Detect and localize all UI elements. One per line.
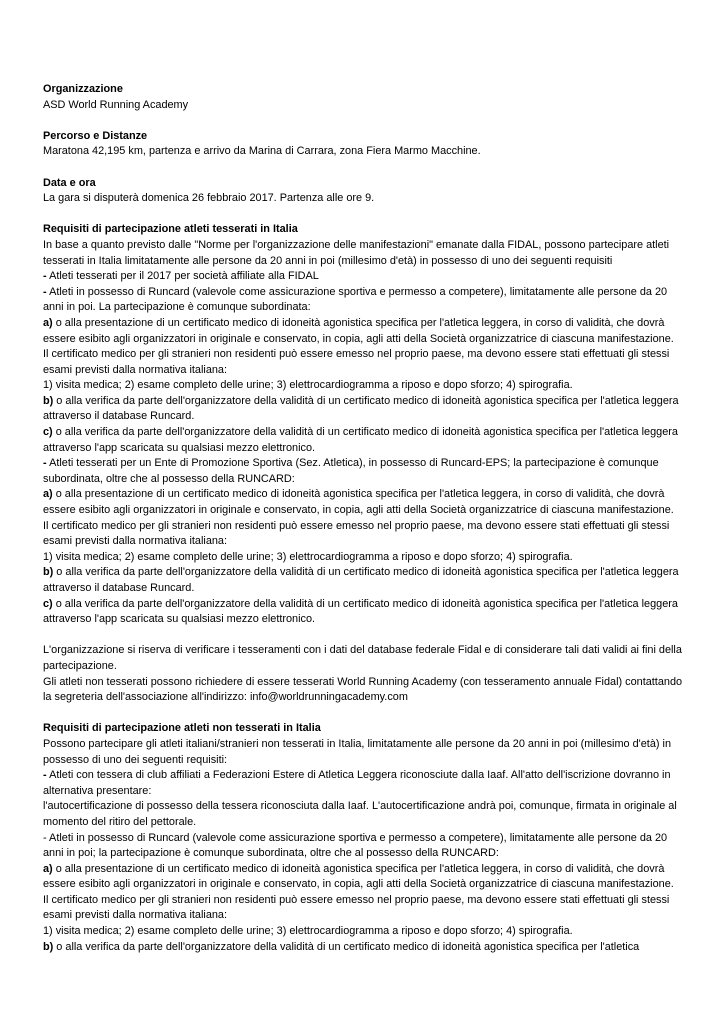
list-dash: -: [43, 285, 47, 298]
option-label: c): [43, 426, 53, 439]
option-text: o alla verifica da parte dell'organizzatore della validità di un certificato medico di idoneità agonistica specifica per l'atletica leggera attraverso il database Runcard.: [43, 394, 679, 423]
option-label: b): [43, 566, 54, 579]
option-label: a): [43, 316, 53, 329]
option-b: [43, 394, 685, 425]
section-percorso: [43, 129, 685, 160]
autocertificazione-paragraph: l'autocertificazione di possesso della tessera riconosciuta dalla Iaaf. L'autocertificazione andrà poi, comunque, firmata in originale al momento del ritiro del pettorale.: [43, 800, 677, 828]
exams-list: 1) visita medica; 2) esame completo delle urine; 3) elettrocardiogramma a riposo e dopo sforzo; 4) spirografia.: [43, 550, 573, 563]
option-a: [43, 487, 685, 518]
list-item: [43, 269, 685, 285]
option-c: [43, 597, 685, 628]
section-data-ora: [43, 176, 685, 207]
list-item-text: Atleti tesserati per il 2017 per società affiliate alla FIDAL: [46, 270, 319, 283]
section-organizzazione: [43, 82, 685, 113]
option-b: [43, 565, 685, 596]
list-item: [43, 285, 685, 316]
list-dash: -: [43, 270, 47, 283]
list-item: [43, 768, 685, 799]
option-label: b): [43, 940, 54, 953]
intro-paragraph: Possono partecipare gli atleti italiani/stranieri non tesserati in Italia, limitatamente alle persone da 20 anni in poi (millesimo d'età) in possesso di uno dei seguenti requisiti:: [43, 737, 672, 766]
foreign-note: Il certificato medico per gli stranieri non residenti può essere emesso nel proprio paese, ma devono essere stati effettuati gli stessi esami previsti dalla normativa italiana:: [43, 893, 670, 922]
exams-list: 1) visita medica; 2) esame completo delle urine; 3) elettrocardiogramma a riposo e dopo sforzo; 4) spirografia.: [43, 379, 573, 392]
foreign-note: Il certificato medico per gli stranieri non residenti può essere emesso nel proprio paese, ma devono essere stati effettuati gli stessi esami previsti dalla normativa italiana:: [43, 348, 670, 376]
section-heading: Organizzazione: [43, 83, 123, 95]
option-label: a): [43, 862, 53, 875]
option-text: o alla presentazione di un certificato medico di idoneità agonistica specifica per l'atletica leggera, in corso di validità, che dovrà essere esibito agli organizzatori in originale e conservato, in copia, agli atti della Società organizzatrice di ciascuna manifestazione.: [43, 316, 674, 345]
option-text: o alla verifica da parte dell'organizzatore della validità di un certificato medico di idoneità agonistica specifica per l'atletica leggera attraverso l'app scaricata su qualsiasi mezzo elettronico.: [43, 597, 678, 626]
section-tesserati: [43, 222, 685, 627]
option-text: o alla presentazione di un certificato medico di idoneità agonistica specifica per l'atletica leggera, in corso di validità, che dovrà essere esibito agli organizzatori in originale e conservato, in copia, agli atti della Società organizzatrice di ciascuna manifestazione.: [43, 488, 674, 517]
option-text: o alla verifica da parte dell'organizzatore della validità di un certificato medico di idoneità agonistica specifica per l'atletica: [53, 940, 640, 953]
verifica-paragraph: L'organizzazione si riserva di verificare i tesseramenti con i dati del database federale Fidal e di considerare tali dati validi ai fini della partecipazione.: [43, 644, 682, 672]
option-a: [43, 316, 685, 347]
section-heading: Percorso e Distanze: [43, 129, 148, 142]
section-text: Maratona 42,195 km, partenza e arrivo da Marina di Carrara, zona Fiera Marmo Macchine.: [43, 145, 481, 158]
section-text: La gara si disputerà domenica 26 febbraio 2017. Partenza alle ore 9.: [43, 192, 375, 205]
tesseramento-paragraph: Gli atleti non tesserati possono richiedere di essere tesserati World Running Academy (con tesseramento annuale Fidal) contattando la segreteria dell'associazione all'indirizzo: info@worldrunningacademy.com: [43, 675, 683, 704]
intro-paragraph: In base a quanto previsto dalle "Norme per l'organizzazione delle manifestazioni" emanate dalla FIDAL, possono partecipare atleti tesserati in Italia limitatamente alle persone da 20 anni in poi (millesimo d'età) in possesso di uno dei seguenti requisiti: [43, 238, 670, 267]
section-text: ASD World Running Academy: [43, 98, 189, 111]
list-item-text: Atleti in possesso di Runcard (valevole come assicurazione sportiva e permesso a competere), limitatamente alle persone da 20 anni in poi. La partecipazione è comunque subordinata:: [43, 285, 668, 314]
section-verifica: [43, 643, 685, 705]
section-non-tesserati: [43, 721, 685, 955]
foreign-note: Il certificato medico per gli stranieri non residenti può essere emesso nel proprio paese, ma devono essere stati effettuati gli stessi esami previsti dalla normativa italiana:: [43, 519, 670, 548]
list-item-text: Atleti tesserati per un Ente di Promozione Sportiva (Sez. Atletica), in possesso di Runcard-EPS; la partecipazione è comunque subordinata, oltre che al possesso della RUNCARD:: [43, 457, 659, 485]
option-b: [43, 940, 685, 956]
list-dash: -: [43, 457, 47, 470]
list-item: [43, 456, 685, 487]
option-a: [43, 862, 685, 893]
option-label: a): [43, 488, 53, 501]
option-text: o alla presentazione di un certificato medico di idoneità agonistica specifica per l'atletica leggera, in corso di validità, che dovrà essere esibito agli organizzatori in originale e conservato, in copia, agli atti della Società organizzatrice di ciascuna manifestazione.: [43, 862, 674, 891]
option-c: [43, 425, 685, 456]
option-label: c): [43, 597, 53, 610]
option-text: o alla verifica da parte dell'organizzatore della validità di un certificato medico di idoneità agonistica specifica per l'atletica leggera attraverso il database Runcard.: [43, 566, 679, 594]
list-dash: -: [43, 769, 47, 782]
list-item-text: Atleti con tessera di club affiliati a Federazioni Estere di Atletica Leggera riconosciute dalla Iaaf. All'atto dell'iscrizione dovranno in alternativa presentare:: [43, 769, 671, 797]
section-heading: Data e ora: [43, 176, 96, 189]
option-text: o alla verifica da parte dell'organizzatore della validità di un certificato medico di idoneità agonistica specifica per l'atletica leggera attraverso l'app scaricata su qualsiasi mezzo elettronico.: [43, 426, 678, 454]
section-heading: Requisiti di partecipazione atleti tesserati in Italia: [43, 223, 298, 236]
list-item: - Atleti in possesso di Runcard (valevole come assicurazione sportiva e permesso a competere), limitatamente alle persone da 20 anni in poi; la partecipazione è comunque subordinata, oltre che al possesso della RUNCARD:: [43, 831, 668, 860]
section-heading: Requisiti di partecipazione atleti non tesserati in Italia: [43, 722, 321, 735]
option-label: b): [43, 394, 54, 407]
exams-list: 1) visita medica; 2) esame completo delle urine; 3) elettrocardiogramma a riposo e dopo sforzo; 4) spirografia.: [43, 925, 573, 938]
